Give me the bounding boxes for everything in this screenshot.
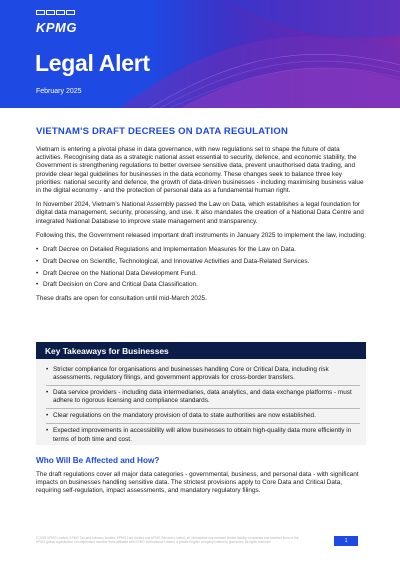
document-title: Legal Alert — [35, 50, 150, 76]
affected-paragraph: The draft regulations cover all major data categories - governmental, business, and personal data - with significant impacts on businesses handling sensitive data. The strictest provisions apply to Core Data and Critical Data, requiring self-regulation, impact assessments, and mandatory regulatory filings. — [36, 471, 359, 495]
list-item: • Draft Decree on Scientific, Technological, and Innovative Activities and Data-Related Services. — [36, 258, 366, 266]
page-number: 1 — [334, 536, 358, 546]
section-title: VIETNAM'S DRAFT DECREES ON DATA REGULATION — [36, 126, 289, 137]
list-item: • Draft Decree on Detailed Regulations and Implementation Measures for the Law on Data. — [36, 246, 366, 254]
takeaways-list — [46, 366, 360, 450]
key-takeaways-box — [36, 342, 366, 445]
list-item: • Draft Decree on the National Data Development Fund. — [36, 270, 366, 278]
document-date: February 2025 — [36, 88, 82, 95]
kpmg-logo-icon — [36, 10, 75, 15]
list-item: • Expected improvements in accessibility will allow businesses to obtain high-quality data more efficiently in terms of both time and cost. — [46, 427, 360, 446]
affected-section — [36, 456, 366, 502]
affected-title: Who Will Be Affected and How? — [36, 456, 160, 465]
header-banner — [0, 0, 400, 108]
main-content — [36, 126, 366, 309]
list-item: • Clear regulations on the mandatory provision of data to state authorities are now established. — [46, 412, 360, 424]
list-item: • Draft Decision on Core and Critical Data Classification. — [36, 281, 366, 289]
drafts-intro-paragraph: Following this, the Government released important draft instruments in January 2025 to implement the law, including: — [36, 231, 366, 239]
list-item: • Data service providers - including data intermediaries, data analytics, and data exchange platforms - must adhere to rigorous licensing and compliance standards. — [46, 389, 360, 409]
intro-paragraph: Vietnam is entering a pivotal phase in data governance, with new regulations set to shape the future of data activities. Recognising data as a strategic national asset essential to security, defence, and economic stability, the Government is strengthening regulations to better oversee sensitive data, prevent unauthorised data trading, and provide clear legal guidelines for businesses in the data economy. These changes seek to balance three key priorities: national security and defence, the growth of data-driven businesses - including maximising business value in the digital economy - and the protection of personal data as a fundamental human right. — [36, 146, 364, 195]
law-paragraph: In November 2024, Vietnam's National Assembly passed the Law on Data, which establishes a legal foundation for digital data management, security, processing, and use. It also mandates the creation of a National Data Centre and integrated National Database to improve state management and transparency. — [36, 201, 364, 225]
kpmg-logo: KPMG — [36, 20, 77, 35]
key-takeaways-title: Key Takeaways for Businesses — [36, 342, 366, 359]
list-item: • Stricter compliance for organisations and businesses handling Core or Critical Data, including risk assessments, regulatory filings, and government approvals for cross-border transfers. — [46, 366, 360, 386]
legal-disclaimer: © 2025 KPMG Limited, KPMG Tax and Advisory Limited, KPMG Law Limited and KPMG Services Limited, all Vietnamese one member limited liability companies and member firms of the KPMG global organisation of independent member firms affiliated with KPMG International Limited, a private English company limited by guarantee. All rights reserved. — [36, 536, 299, 544]
consultation-note: These drafts are open for consultation until mid-March 2025. — [36, 294, 207, 302]
drafts-list — [36, 246, 366, 290]
